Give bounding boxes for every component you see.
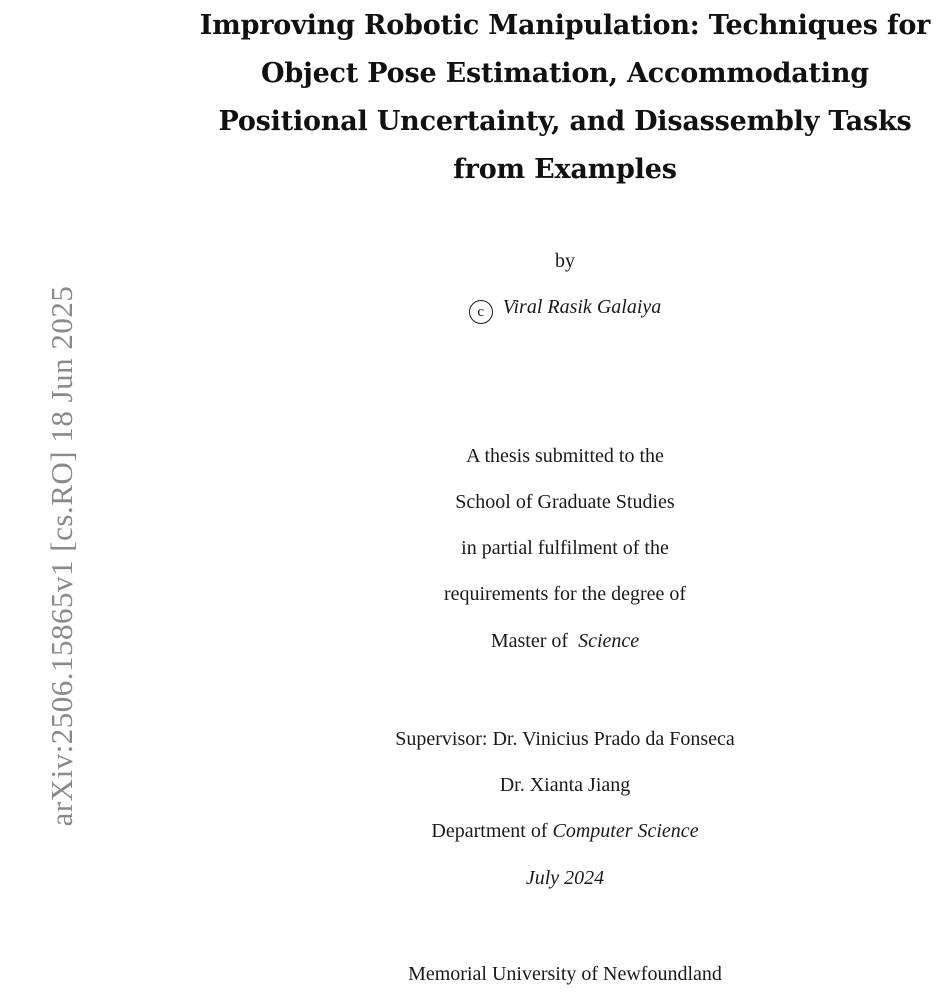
department-name: Computer Science [552,820,699,842]
submission-line-3: in partial fulfilment of the [461,537,669,559]
author-name: Viral Rasik Galaiya [502,296,662,318]
department-prefix: Department of [431,820,548,842]
co-supervisor-line: Dr. Xianta Jiang [499,774,631,796]
submission-date: July 2024 [525,867,605,889]
by-label: by [555,250,575,272]
title-line-4: from Examples [453,154,677,185]
submission-line-4: requirements for the degree of [443,583,687,605]
university-name: Memorial University of Newfoundland [408,963,722,985]
author-line [180,296,950,324]
submission-line-2: School of Graduate Studies [455,491,675,513]
title-line-2: Object Pose Estimation, Accommodating [261,58,869,89]
degree-field: Science [578,630,640,652]
copyright-icon: c [469,300,493,324]
title-line-1: Improving Robotic Manipulation: Techniques for [199,10,931,41]
department-line [180,820,950,843]
degree-line [180,630,950,653]
title-line-3: Positional Uncertainty, and Disassembly Tasks [218,106,912,137]
thesis-title [180,2,950,194]
supervisor-line: Supervisor: Dr. Vinicius Prado da Fonseca [395,728,735,750]
degree-prefix: Master of [490,630,569,652]
submission-line-1: A thesis submitted to the [466,445,664,467]
arxiv-identifier: arXiv:2506.15865v1 [cs.RO] 18 Jun 2025 [44,285,79,827]
